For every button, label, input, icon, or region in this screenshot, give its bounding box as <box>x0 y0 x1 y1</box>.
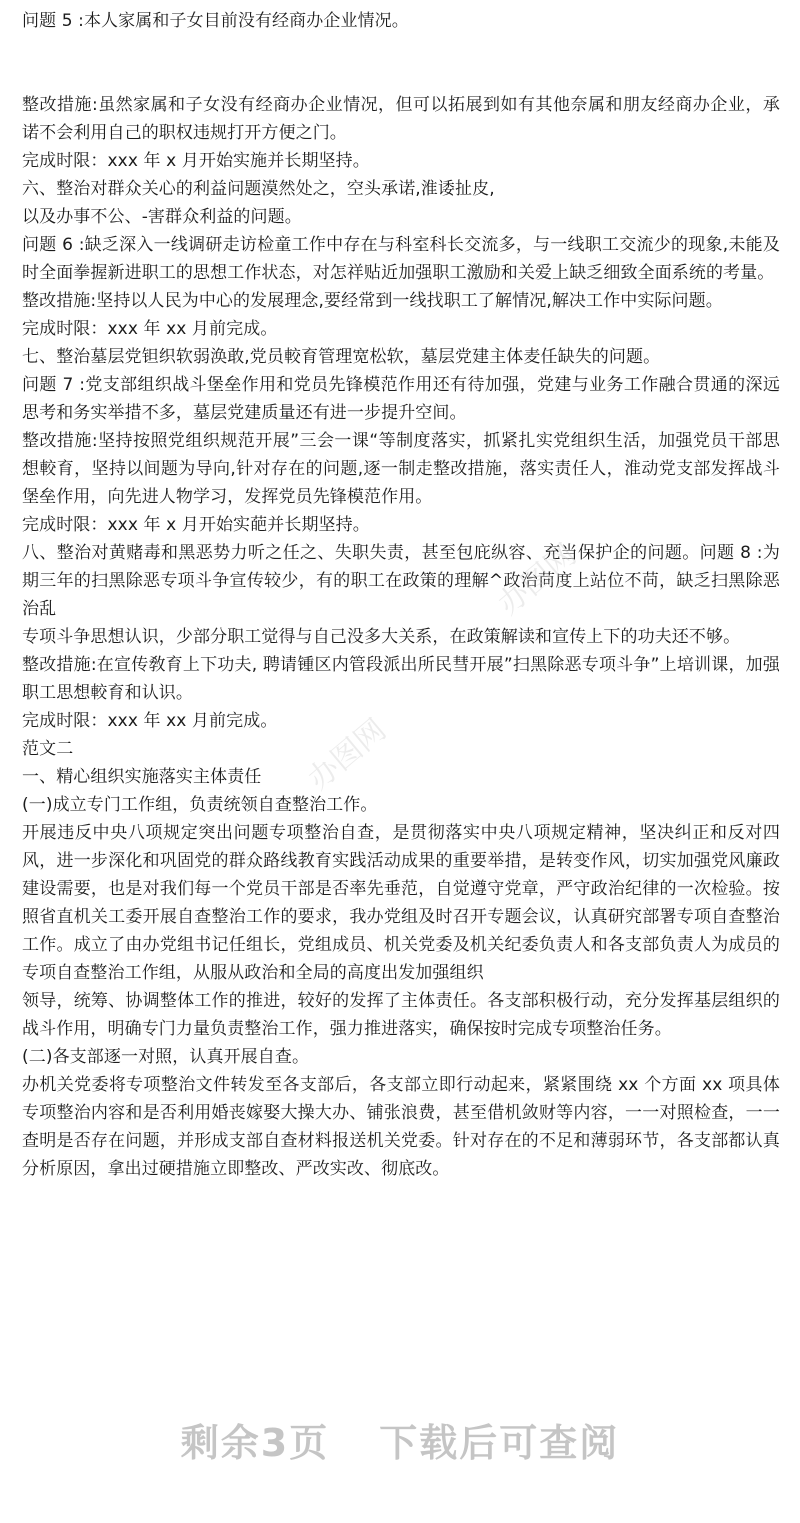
paragraph-issue-7: 问题 7 :党支部组织战斗堡垒作用和党员先锋模范作用还有待加强，党建与业务工作融合贯通的深远思考和务实举措不多，墓层党建质量还有进一步提升空间。 <box>22 375 780 423</box>
paragraph-issue-6: 问题 6 :缺乏深入一线调研走访检童工作中存在与科室科长交流多，与一线职工交流少的现象,未能及时全面拳握新进职工的思想工作状态，对怎祥贴近加强职工激励和关爱上缺乏细致全面系统的考量。 <box>22 235 780 283</box>
paragraph-subpart-2-body: 办机关党委将专项整治文件转发至各支部后，各支部立即行动起来，紧紧围绕 xx 个方面 xx 项具体专项整治内容和是否利用婚丧嫁娶大操大办、铺张浪费，甚至借机敛财等内容，一一对照检查，一一查明是否存在问题，并形成支部自查材料报送机关党委。针对存在的不足和薄弱环节，各支部都认真分析原因，拿出过硬措施立即整改、严改实改、彻底改。 <box>22 1075 780 1179</box>
paragraph-subpart-1-body-cont: 领导，统筹、协调整体工作的推进，较好的发挥了主体责任。各支部积极行动，充分发挥基层组织的战斗作用，明确专门力量负责整治工作，强力推进落实，确保按时完成专项整治任务。 <box>22 991 780 1039</box>
cut-off-top-line <box>22 0 262 4</box>
paragraph-deadline-7: 完成时限：xxx 年 x 月开始实葩并长期坚持。 <box>22 515 370 535</box>
paragraph-subpart-1-body: 开展违反中央八项规定突出问题专项整治自查，是贯彻落实中央八项规定精神，坚决纠正和反对四风，进一步深化和巩固党的群众路线教育实践活动成果的重要举措，是转变作风，切实加强党风廉政建设需要，也是对我们每一个党员干部是否率先垂范，自觉遵守党章，严守政治纪律的一次检验。按照省直机关工委开展自查整治工作的要求，我办党组及时召开专题会议，认真研究部署专项自查整治工作。成立了由办党组书记任组长，党组成员、机关党委及机关纪委负责人和各支部负责人为成员的专项自查整治工作组，从服从政治和全局的高度出发加强组织 <box>22 823 780 983</box>
paragraph-deadline-5: 完成时限：xxx 年 x 月开始实施并长期坚持。 <box>22 151 370 171</box>
heading-section-6-cont: 以及办事不公、-害群众利益的问题。 <box>22 207 302 227</box>
heading-section-7: 七、整治墓层党钽织软弱涣敢,党员較育管理宽松软，墓层党建主体麦任缺失的问题。 <box>22 347 661 367</box>
heading-subpart-2: (二)各支部逐一对照，认真开展自查。 <box>22 1047 310 1067</box>
heading-section-8-issue-8: 八、整治对黄赌毒和黑恶势力听之任之、失职失责，甚至包庇纵容、充当保护企的问题。问题 8 :为期三年的扫黑除恶专项斗争宣传较少，有的职工在政策的理解^政治苘度上站位不苘，缺乏扫黑除恶治乱 <box>22 543 780 619</box>
download-to-view-text: 下载后可查阅 <box>379 1421 620 1465</box>
paragraph-deadline-6: 完成时限：xxx 年 xx 月前完成。 <box>22 319 278 339</box>
paragraph-issue-8-cont: 专项斗争思想认识，少部分职工觉得与自己没多大关系，在政策解读和宣传上下的功夫还不够。 <box>22 627 741 647</box>
cut-off-top-text <box>22 0 262 4</box>
download-prompt-banner[interactable] <box>0 1412 800 1467</box>
paragraph-measure-7: 整改措施:坚持按照党组织规范开展”三会一课“等制度落实，抓紧扎实党组织生活，加强党员干部思想較育，坚持以间题为导向,针对存在的问题,逐一制走整改措施，落实责任人，淮动党支部发挥战斗堡垒作用，向先进人物学习，发挥党员先锋模范作用。 <box>22 431 780 507</box>
document-body <box>22 7 780 1183</box>
paragraph-measure-6: 整改措施:坚持以人民为中心的发展理念,要经常到一线找职工了解情况,解决工作中实际问题。 <box>22 291 723 311</box>
heading-sample-2: 范文二 <box>22 739 74 759</box>
paragraph-measure-8: 整改措施:在宣传敎育上下功夫, 聘请锺区内管段派出所民彗开展”扫黑除恶专项斗争”上培训课，加强职工思想較育和认识。 <box>22 655 780 703</box>
paragraph-deadline-8: 完成时限：xxx 年 xx 月前完成。 <box>22 711 278 731</box>
paragraph-issue-5: 问题 5 :本人家属和子女目前没有经商办企业情况。 <box>22 11 409 31</box>
remaining-pages-text: 剩余3页 <box>180 1421 330 1465</box>
heading-section-6: 六、整治对群众关心的利益问题漠然处之，空头承诺,淮诿扯皮, <box>22 179 495 199</box>
heading-subpart-1: (一)成立专门工作组，负责统领自查整治工作。 <box>22 795 378 815</box>
heading-part-1: 一、精心组织实施落实主体责任 <box>22 767 262 787</box>
watermark-logo: 办图网 <box>491 537 583 623</box>
watermark-logo: 办图网 <box>301 712 393 798</box>
paragraph-measure-5: 整改措施:虽然家属和子女没有经商办企业情况，但可以拓展到如有其他奈属和朋友经商办企业，承诺不会利用自己的职权违规打开方便之门。 <box>22 95 780 143</box>
paragraph-gap <box>22 35 780 91</box>
